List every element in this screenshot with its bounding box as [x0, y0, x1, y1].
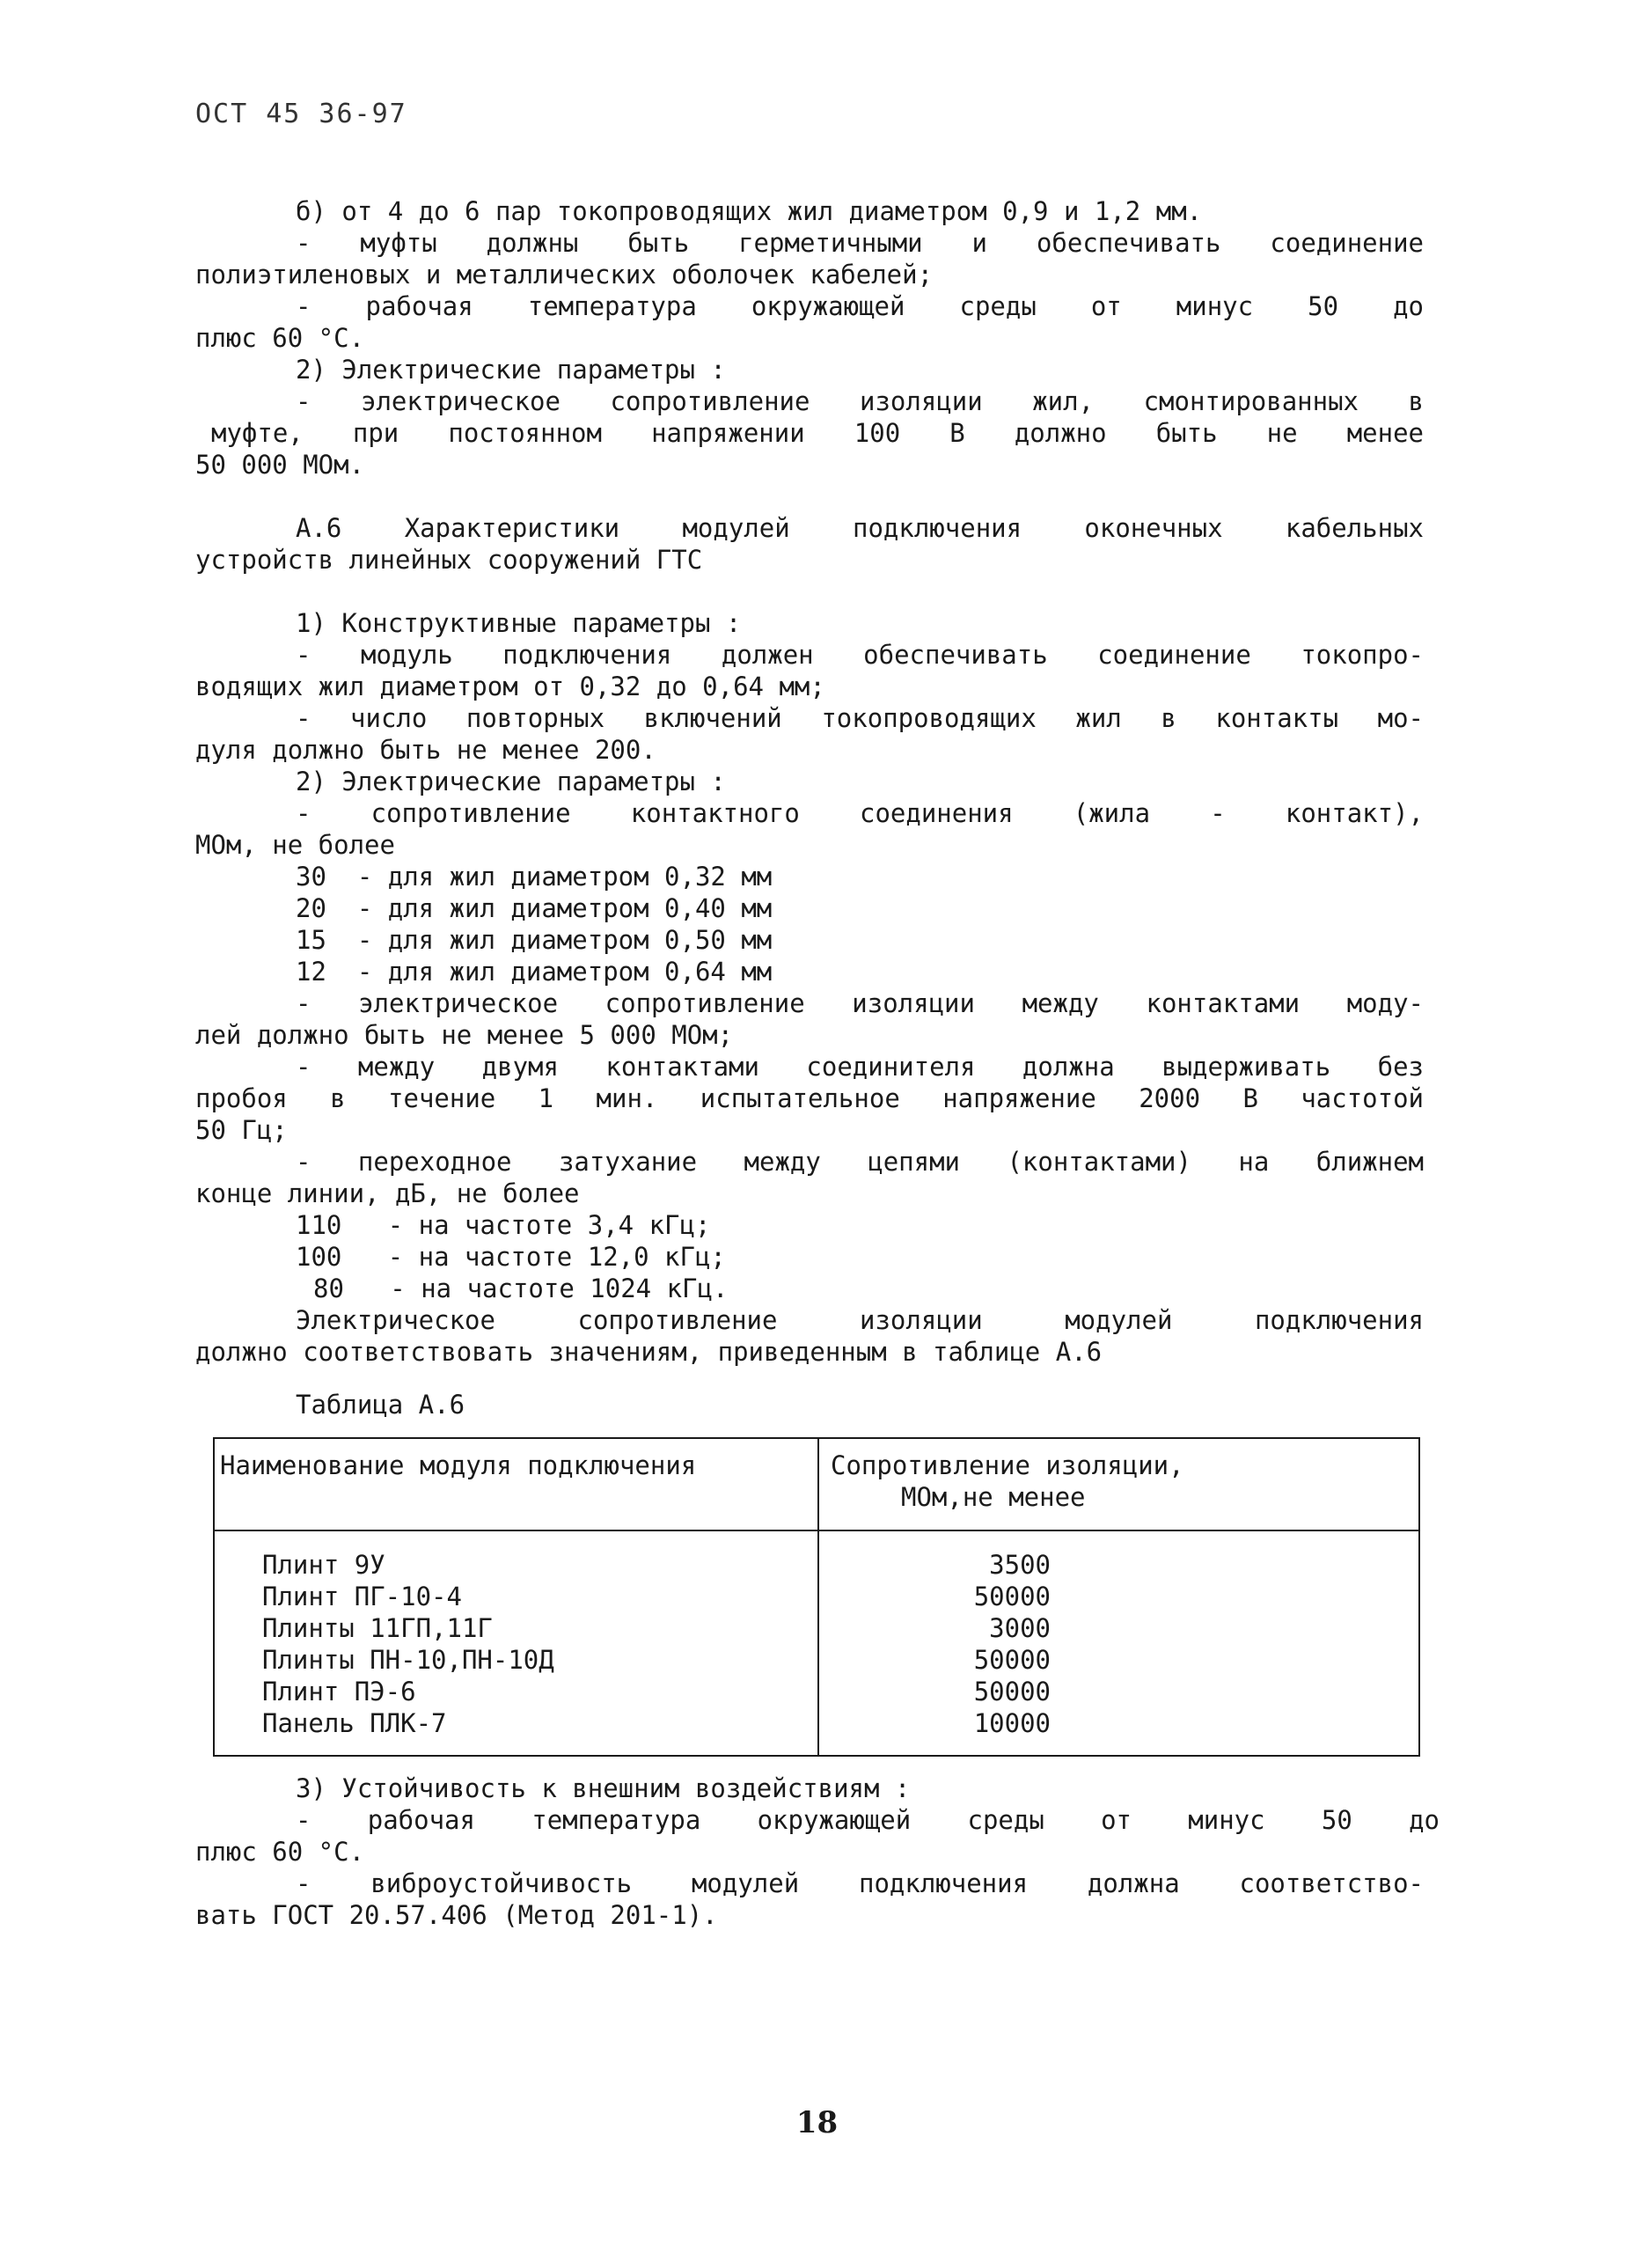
text-line: - переходное затухание между цепями (контактами) на ближнем: [296, 1147, 1424, 1177]
text-line: 15 - для жил диаметром 0,50 мм: [296, 925, 773, 955]
text-line: плюс 60 °С.: [195, 1837, 365, 1867]
text-line: - виброустойчивость модулей подключения должна соответство-: [296, 1868, 1424, 1898]
text-line: - муфты должны быть герметичными и обеспечивать соединение: [296, 228, 1424, 258]
table-cell-name: Плинты 11ГП,11Г: [262, 1613, 493, 1643]
text-line: Электрическое сопротивление изоляции модулей подключения: [296, 1305, 1424, 1335]
text-line: - модуль подключения должен обеспечивать соединение токопро-: [296, 640, 1424, 670]
table-cell-value: 50000: [973, 1677, 1051, 1707]
text-line: полиэтиленовых и металлических оболочек кабелей;: [195, 260, 934, 290]
text-line: 80 - на частоте 1024 кГц.: [313, 1273, 729, 1303]
text-line: 50 000 МОм.: [195, 450, 365, 480]
text-line: 2) Электрические параметры :: [296, 355, 726, 385]
table-header-resistance-unit: МОм,не менее: [901, 1482, 1086, 1512]
text-line: 110 - на частоте 3,4 кГц;: [296, 1210, 711, 1240]
text-line: МОм, не более: [195, 830, 395, 860]
text-line: - сопротивление контактного соединения (жила - контакт),: [296, 798, 1424, 828]
text-line: лей должно быть не менее 5 000 МОм;: [195, 1020, 734, 1050]
table-cell-name: Плинт ПГ-10-4: [262, 1582, 462, 1611]
text-line: пробоя в течение 1 мин. испытательное напряжение 2000 В частотой: [195, 1083, 1424, 1113]
table-cell-value: 50000: [973, 1582, 1051, 1611]
table-cell-name: Плинты ПН-10,ПН-10Д: [262, 1645, 554, 1675]
table-caption: Таблица А.6: [296, 1390, 465, 1420]
section-title: устройств линейных сооружений ГТС: [195, 545, 703, 575]
text-line: вать ГОСТ 20.57.406 (Метод 201-1).: [195, 1900, 718, 1930]
table-cell-name: Плинт ПЭ-6: [262, 1677, 416, 1707]
text-line: 50 Гц;: [195, 1115, 288, 1145]
text-line: водящих жил диаметром от 0,32 до 0,64 мм;: [195, 672, 825, 701]
text-line: плюс 60 °С.: [195, 323, 365, 353]
text-line: - рабочая температура окружающей среды от минус 50 до: [296, 1805, 1440, 1835]
text-line: муфте, при постоянном напряжении 100 В должно быть не менее: [211, 418, 1424, 448]
text-line: дуля должно быть не менее 200.: [195, 735, 656, 765]
text-line: 20 - для жил диаметром 0,40 мм: [296, 893, 773, 923]
text-line: 30 - для жил диаметром 0,32 мм: [296, 862, 773, 892]
table-cell-value: 10000: [973, 1708, 1051, 1738]
table-cell-value: 3500: [989, 1550, 1051, 1580]
section-title: А.6 Характеристики модулей подключения оконечных кабельных: [296, 513, 1424, 543]
text-line: 12 - для жил диаметром 0,64 мм: [296, 957, 773, 987]
table-column-divider: [817, 1439, 819, 1755]
text-line: - электрическое сопротивление изоляции между контактами моду-: [296, 988, 1424, 1018]
text-line: - число повторных включений токопроводящих жил в контакты мо-: [296, 703, 1424, 733]
insulation-resistance-table: [213, 1437, 1420, 1757]
text-line: - электрическое сопротивление изоляции жил, смонтированных в: [296, 386, 1424, 416]
table-cell-value: 50000: [973, 1645, 1051, 1675]
text-line: должно соответствовать значениям, приведенным в таблице А.6: [195, 1337, 1103, 1367]
text-line: 3) Устойчивость к внешним воздействиям :: [296, 1773, 911, 1803]
text-line: - между двумя контактами соединителя должна выдерживать без: [296, 1052, 1424, 1082]
text-line: б) от 4 до 6 пар токопроводящих жил диаметром 0,9 и 1,2 мм.: [296, 196, 1203, 226]
table-header-name: Наименование модуля подключения: [220, 1450, 697, 1480]
table-cell-name: Панель ПЛК-7: [262, 1708, 447, 1738]
text-line: 100 - на частоте 12,0 кГц;: [296, 1242, 726, 1272]
text-line: 2) Электрические параметры :: [296, 767, 726, 796]
document-code-header: ОСТ 45 36-97: [195, 99, 407, 129]
table-cell-name: Плинт 9У: [262, 1550, 385, 1580]
table-cell-value: 3000: [989, 1613, 1051, 1643]
text-line: конце линии, дБ, не более: [195, 1178, 580, 1208]
text-line: 1) Конструктивные параметры :: [296, 608, 742, 638]
table-header-divider: [215, 1530, 1418, 1531]
page-number: 18: [795, 2105, 839, 2140]
text-line: - рабочая температура окружающей среды от минус 50 до: [296, 291, 1424, 321]
table-header-resistance: Сопротивление изоляции,: [831, 1450, 1184, 1480]
